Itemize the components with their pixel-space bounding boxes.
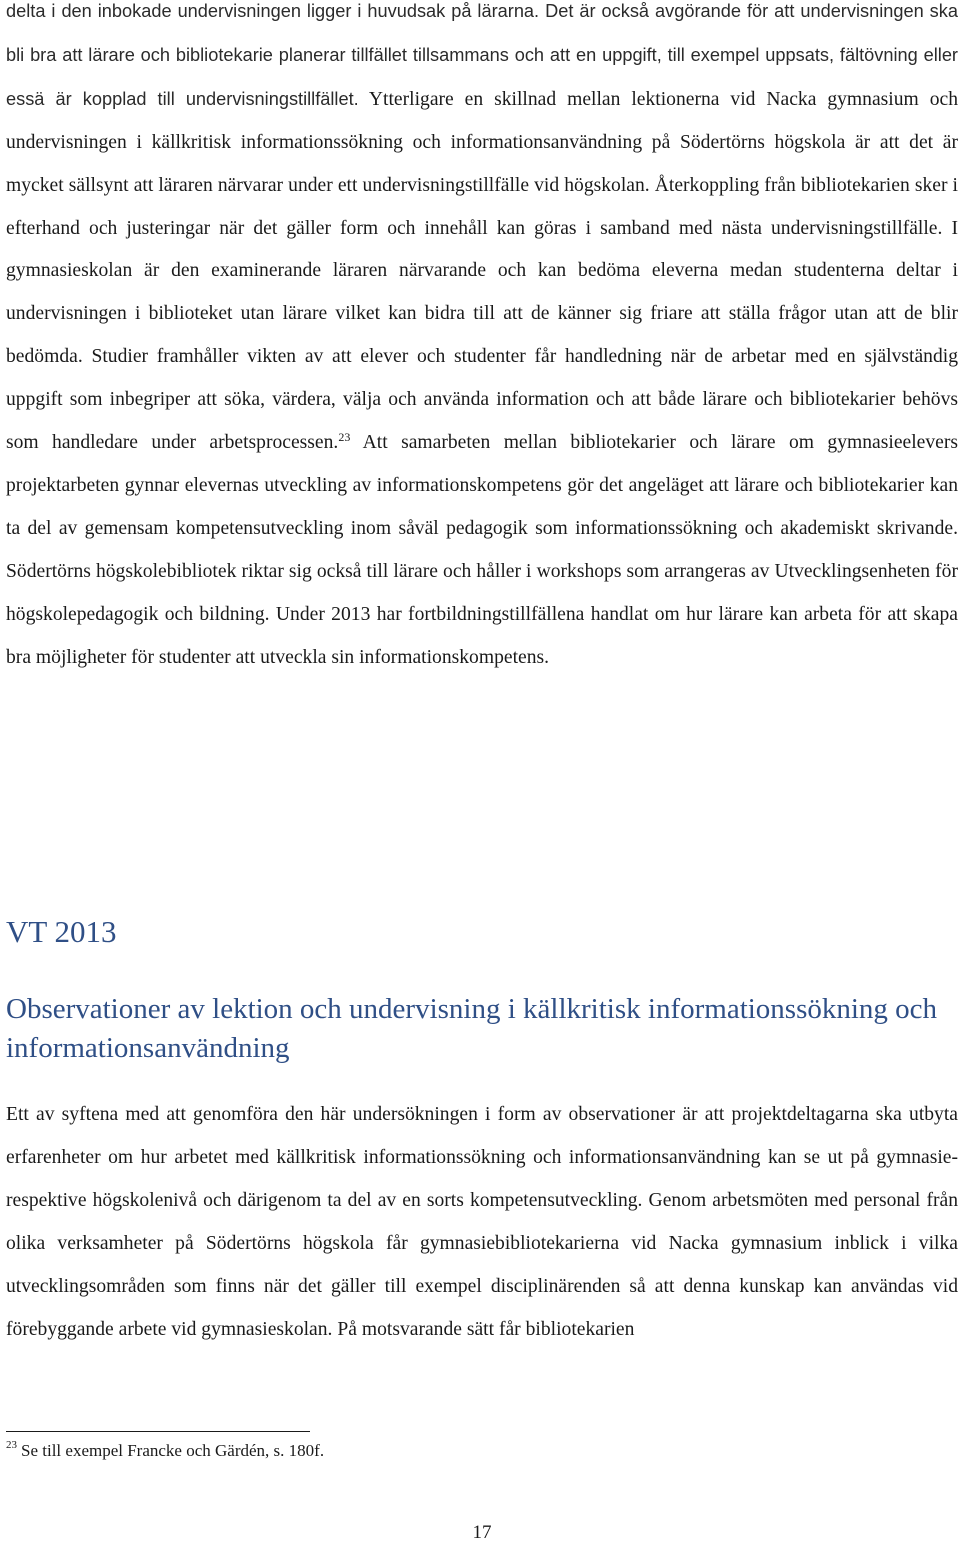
footnote-reference[interactable]: 23 (338, 429, 351, 444)
subsection-heading: Observationer av lektion och undervisning i källkritisk informationssökning och informationsanvändning (6, 993, 938, 1064)
footnote-number: 23 (6, 1439, 17, 1452)
footnote-text: Se till exempel Francke och Gärdén, s. 180f. (21, 1441, 325, 1460)
body-paragraph (6, 0, 958, 680)
section-heading: VT 2013 (6, 914, 117, 949)
page-number: 17 (472, 1522, 492, 1543)
footnote-separator (6, 1431, 310, 1432)
paragraph-run: Att samarbeten mellan bibliotekarier och lärare om gymnasieelevers projektarbeten gynnar elevernas utveckling av informationskompetens gör det angeläget att lärare och bibliotekarier kan ta del av gemensam kompetensutveckling inom såväl pedagogik som informationssökning och akademiskt skrivande. Södertörns högskolebibliotek riktar sig också till lärare och håller i workshops som arrangeras av Utvecklingsenheten för högskolepedagogik och bildning. Under 2013 har fortbildningstillfällena handlat om hur lärare kan arbeta för att skapa bra möjligheter för studenter att utveckla sin informationskompetens. (6, 432, 958, 668)
footnote (6, 1440, 324, 1462)
paragraph-run: delta i den inbokade undervisningen ligger i huvudsak på lärarna. Det är också avgörande för att undervisningen ska bli bra att lärare och bibliotekarie planerar tillfället tillsammans och att en uppgift, till exempel uppsats, fältövning eller essä är kopplad till undervisningstillfället. (6, 1, 958, 109)
body-paragraph: Ett av syftena med att genomföra den här undersökningen i form av observationer är att projektdeltagarna ska utbyta erfarenheter om hur arbetet med källkritisk informationssökning och informationsanvändning kan se ut på gymnasie- respektive högskolenivå och därigenom ta del av en sorts kompetensutveckling. Genom arbetsmöten med personal från olika verksamheter på Södertörns högskola får gymnasiebibliotekarierna vid Nacka gymnasium inblick i vilka utvecklingsområden som finns när det gäller till exempel disciplinärenden så att denna kunskap kan användas vid förebyggande arbete vid gymnasieskolan. På motsvarande sätt får bibliotekarien (6, 1104, 958, 1340)
paragraph-run: Ytterligare en skillnad mellan lektionerna vid Nacka gymnasium och undervisningen i källkritisk informationssökning och informationsanvändning på Södertörns högskola är att det är mycket sällsynt att läraren närvarar under ett undervisningstillfälle vid högskolan. Återkoppling från bibliotekarien sker i efterhand och justeringar när det gäller form och innehåll kan göras i samband med nästa undervisningstillfälle. I gymnasieskolan är den examinerande läraren närvarande och kan bedöma eleverna medan studenterna deltar i undervisningen i biblioteket utan lärare vilket kan bidra till att de känner sig friare att ställa frågor utan att de blir bedömda. Studier framhåller vikten av att elever och studenter får handledning när de arbetar med en självständig uppgift som inbegriper att söka, värdera, välja och använda information och att både lärare och bibliotekarier behövs som handledare under arbetsprocessen. (6, 88, 958, 454)
